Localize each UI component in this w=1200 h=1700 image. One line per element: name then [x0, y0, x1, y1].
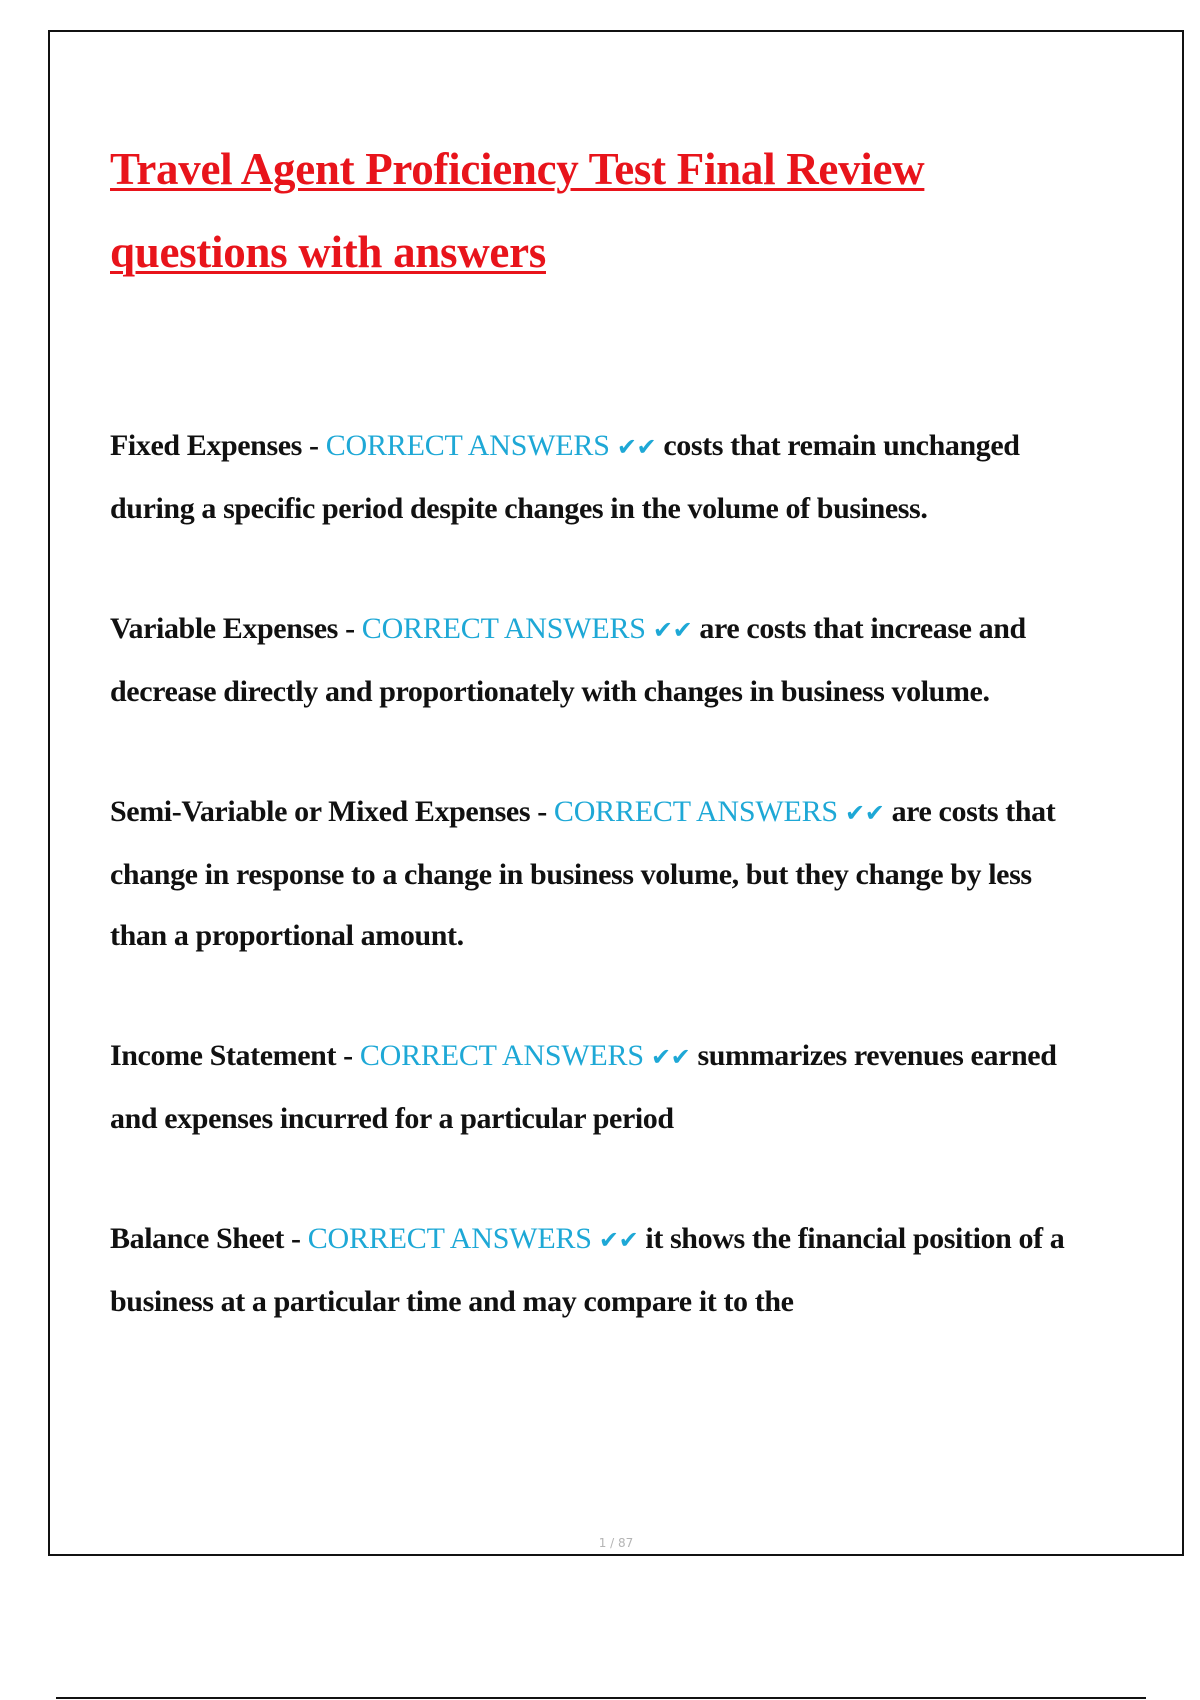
qa-separator: -	[337, 612, 362, 645]
qa-term: Balance Sheet	[110, 1222, 284, 1255]
qa-separator: -	[301, 429, 326, 462]
qa-item-variable-expenses	[110, 598, 1095, 722]
qa-answer: costs that remain unchanged during a specific period despite changes in the volume of business.	[110, 429, 1020, 525]
qa-separator: -	[283, 1222, 308, 1255]
qa-item-balance-sheet	[110, 1208, 1095, 1332]
double-check-icon: ✔✔	[845, 799, 885, 827]
qa-answer: it shows the financial position of a business at a particular time and may compare it to the	[110, 1222, 1065, 1318]
qa-term: Fixed Expenses	[110, 429, 302, 462]
qa-item-income-statement	[110, 1025, 1095, 1149]
next-page-divider	[56, 1697, 1146, 1699]
qa-separator: -	[336, 1039, 360, 1072]
qa-term: Variable Expenses	[110, 612, 338, 645]
qa-answer: summarizes revenues earned and expenses incurred for a particular period	[110, 1039, 1057, 1135]
document-page	[48, 30, 1184, 1556]
qa-item-semi-variable-expenses	[110, 781, 1095, 966]
correct-answers-label: CORRECT ANSWERS	[361, 612, 646, 645]
qa-term: Semi-Variable or Mixed Expenses	[110, 795, 531, 828]
double-check-icon: ✔✔	[650, 1043, 691, 1071]
double-check-icon: ✔✔	[616, 433, 657, 461]
document-title: Travel Agent Proficiency Test Final Review questions with answers	[110, 144, 925, 277]
double-check-icon: ✔✔	[598, 1226, 639, 1254]
correct-answers-label: CORRECT ANSWERS	[359, 1039, 644, 1072]
qa-separator: -	[530, 795, 554, 828]
qa-list	[110, 415, 1095, 1391]
qa-answer: are costs that change in response to a change in business volume, but they change by less than a proportional amount.	[110, 795, 1056, 952]
qa-item-fixed-expenses	[110, 415, 1095, 539]
correct-answers-label: CORRECT ANSWERS	[325, 429, 610, 462]
page-number: 1 / 87	[598, 1536, 634, 1550]
qa-answer: are costs that increase and decrease directly and proportionately with changes in business volume.	[110, 612, 1026, 708]
correct-answers-label: CORRECT ANSWERS	[553, 795, 838, 828]
correct-answers-label: CORRECT ANSWERS	[307, 1222, 592, 1255]
qa-term: Income Statement	[110, 1039, 337, 1072]
double-check-icon: ✔✔	[652, 616, 693, 644]
